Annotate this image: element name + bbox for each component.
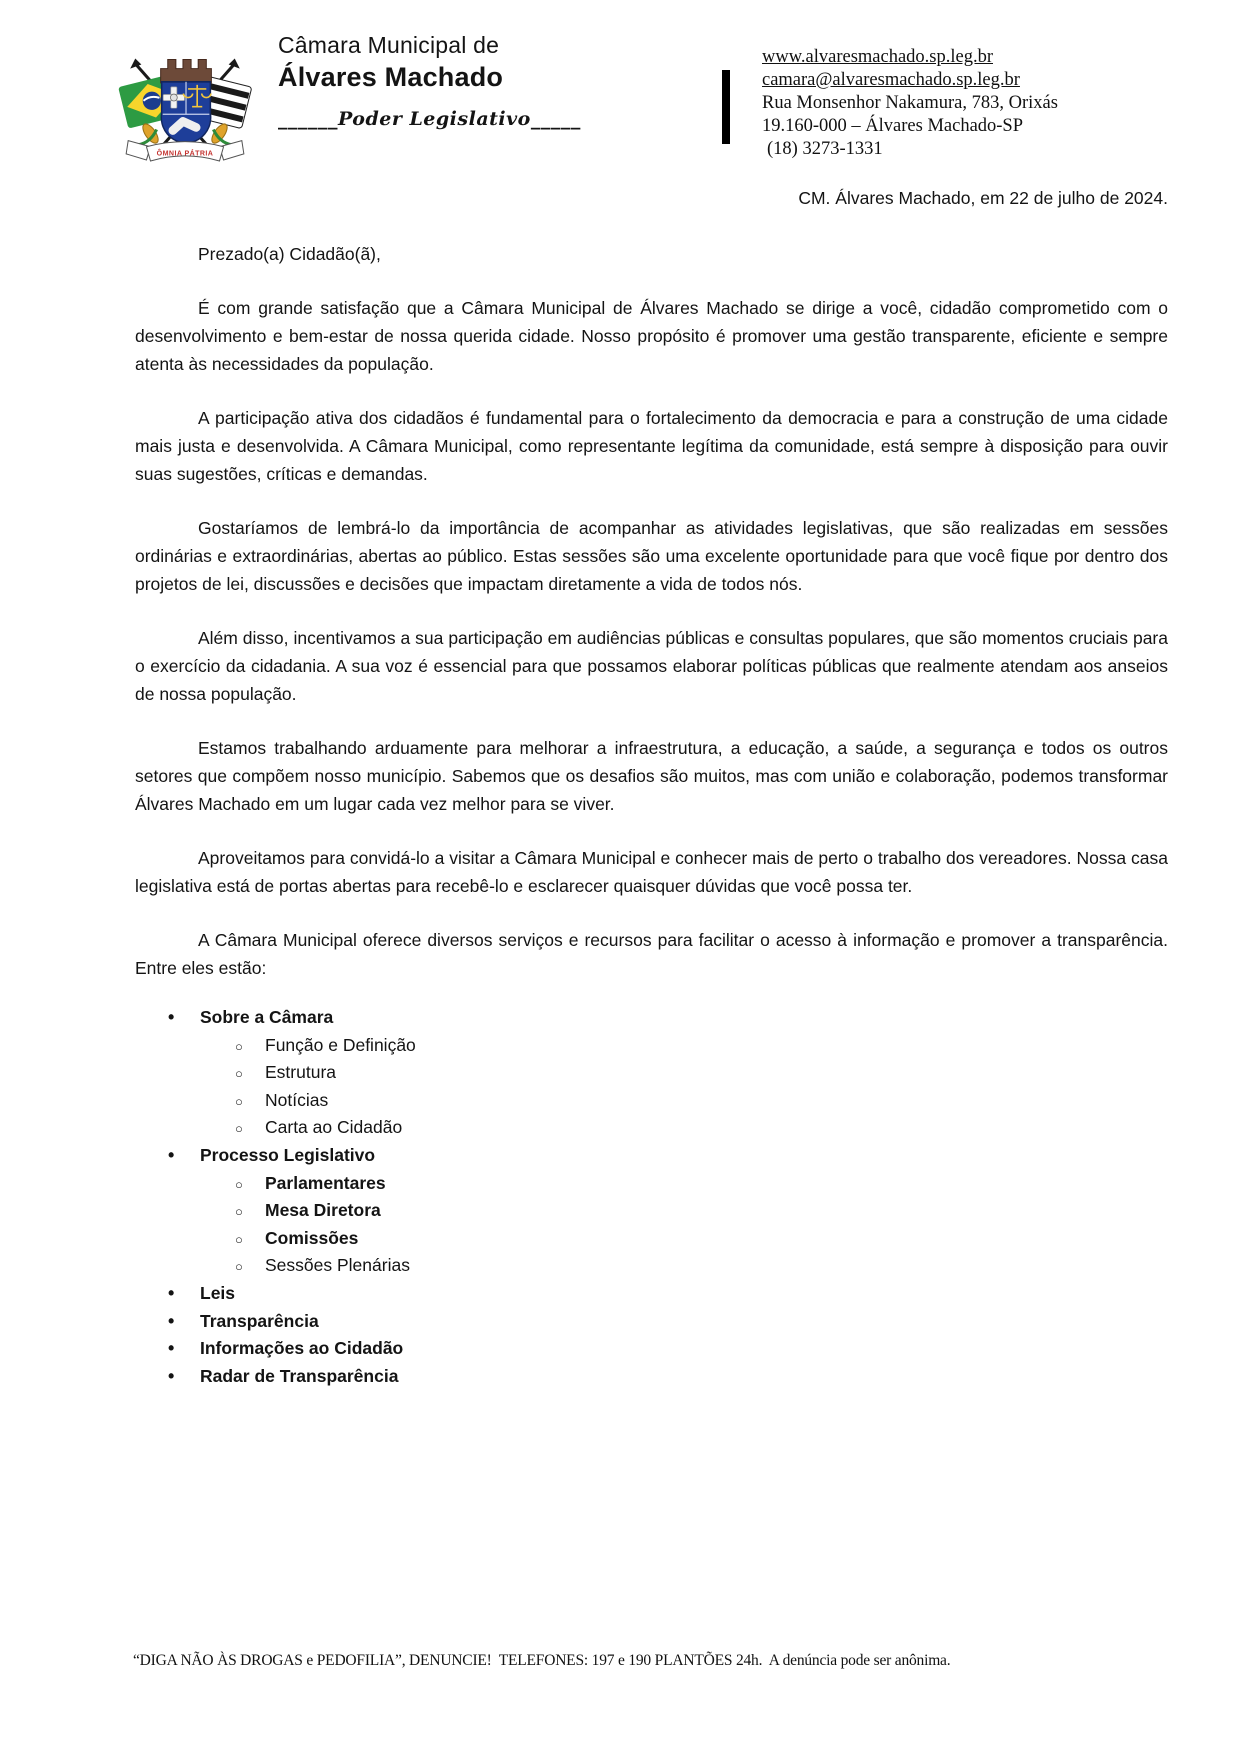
letter-body — [135, 240, 1168, 1390]
letter-paragraph: Estamos trabalhando arduamente para melhorar a infraestrutura, a educação, a saúde, a segurança e todos os outros setores que compõem nosso município. Sabemos que os desafios são muitos, mas com união e colaboração, podemos transformar Álvares Machado em um lugar cada vez melhor para se viver. — [135, 738, 1168, 814]
service-item: • Leis — [135, 1280, 1168, 1308]
service-item: • Processo Legislativo — [135, 1142, 1168, 1170]
letter-paragraph: Além disso, incentivamos a sua participação em audiências públicas e consultas populares, que são momentos cruciais para o exercício da cidadania. A sua voz é essencial para que possamos elaborar políticas públicas que realmente atendam aos anseios de nossa população. — [135, 628, 1168, 704]
letterhead — [0, 0, 1240, 178]
service-item: • Sobre a Câmara — [135, 1004, 1168, 1032]
website-link[interactable]: www.alvaresmachado.sp.leg.br — [762, 47, 993, 67]
service-subitem: ○ Estrutura — [135, 1059, 1168, 1087]
service-subitem: ○ Carta ao Cidadão — [135, 1114, 1168, 1142]
letter-paragraph: Gostaríamos de lembrá-lo da importância de acompanhar as atividades legislativas, que são realizadas em sessões ordinárias e extraordinárias, abertas ao público. Estas sessões são uma excelente oportunidade para que você fique por dentro dos projetos de lei, discussões e decisões que impactam diretamente a vida de todos nós. — [135, 518, 1168, 594]
organization-title-block — [278, 32, 581, 130]
date-line: CM. Álvares Machado, em 22 de julho de 2024. — [798, 188, 1168, 208]
phone-line: (18) 3273-1331 — [767, 139, 883, 159]
letter-paragraph: A Câmara Municipal oferece diversos serviços e recursos para facilitar o acesso à informação e promover a transparência. Entre eles estão: — [135, 930, 1168, 978]
email-link[interactable]: camara@alvaresmachado.sp.leg.br — [762, 70, 1020, 90]
org-subtitle-script: ______Poder Legislativo_____ — [278, 108, 581, 130]
service-subitem: ○ Função e Definição — [135, 1032, 1168, 1060]
service-subitem: ○ Comissões — [135, 1225, 1168, 1253]
service-item: • Radar de Transparência — [135, 1363, 1168, 1391]
address-line: Rua Monsenhor Nakamura, 783, Orixás — [762, 93, 1058, 113]
header-divider-bar — [722, 70, 730, 144]
city-line: 19.160-000 – Álvares Machado-SP — [762, 116, 1024, 136]
letter-paragraph: Aproveitamos para convidá-lo a visitar a Câmara Municipal e conhecer mais de perto o trabalho dos vereadores. Nossa casa legislativa está de portas abertas para recebê-lo e esclarecer quaisquer dúvidas que você possa ter. — [135, 848, 1168, 896]
municipal-coat-of-arms-icon — [116, 26, 254, 164]
letter-paragraph: A participação ativa dos cidadãos é fundamental para o fortalecimento da democracia e para a construção de uma cidade mais justa e desenvolvida. A Câmara Municipal, como representante legítima da comunidade, está sempre à disposição para ouvir suas sugestões, críticas e demandas. — [135, 408, 1168, 484]
services-list — [135, 1004, 1168, 1390]
salutation: Prezado(a) Cidadão(ã), — [198, 244, 381, 264]
contact-block — [762, 46, 1182, 161]
service-subitem: ○ Notícias — [135, 1087, 1168, 1115]
service-item: • Informações ao Cidadão — [135, 1335, 1168, 1363]
service-subitem: ○ Mesa Diretora — [135, 1197, 1168, 1225]
service-subitem: ○ Parlamentares — [135, 1170, 1168, 1198]
service-subitem: ○ Sessões Plenárias — [135, 1252, 1168, 1280]
letter-paragraph: É com grande satisfação que a Câmara Municipal de Álvares Machado se dirige a você, cidadão comprometido com o desenvolvimento e bem-estar de nossa querida cidade. Nosso propósito é promover uma gestão transparente, eficiente e sempre atenta às necessidades da população. — [135, 298, 1168, 374]
org-name-line1: Câmara Municipal de — [278, 32, 500, 58]
org-name-line2: Álvares Machado — [278, 62, 504, 92]
motto-text: ÔMNIA PÁTRIA — [156, 149, 214, 158]
mural-crown — [161, 59, 212, 82]
service-item: • Transparência — [135, 1308, 1168, 1336]
footer-notice: “DIGA NÃO ÀS DROGAS e PEDOFILIA”, DENUNCIE! TELEFONES: 197 e 190 PLANTÕES 24h. A denúncia pode ser anônima. — [133, 1652, 951, 1669]
